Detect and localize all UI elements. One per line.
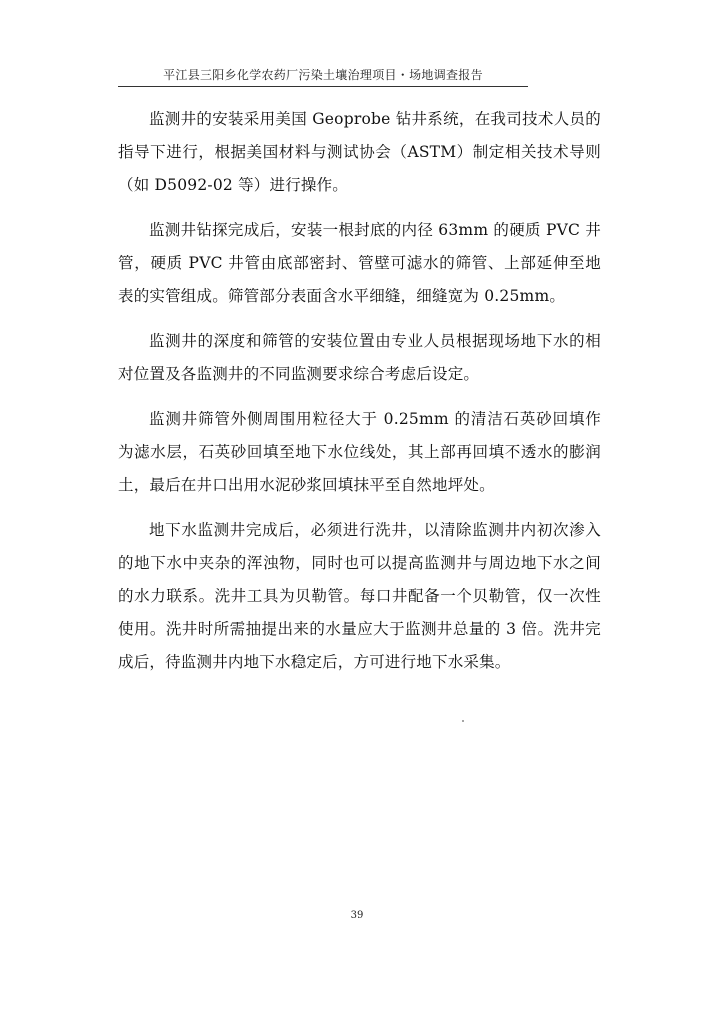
- page-number: 39: [350, 910, 364, 921]
- header-divider: [118, 86, 528, 87]
- body-text: [118, 103, 601, 691]
- paragraph-well-installation: 监测井的安装采用美国 Geoprobe 钻井系统，在我司技术人员的指导下进行，根据美国材料与测试协会（ASTM）制定相关技术导则（如 D5092-02 等）进行操作。: [118, 110, 601, 194]
- paragraph-well-casing: 监测井钻探完成后，安装一根封底的内径 63mm 的硬质 PVC 井管，硬质 PVC 井管由底部密封、管壁可滤水的筛管、上部延伸至地表的实管组成。筛管部分表面含水平细缝，细缝宽为 0.25mm。: [118, 221, 601, 305]
- scan-speck: [462, 720, 464, 722]
- running-header: 平江县三阳乡化学农药厂污染土壤治理项目・场地调查报告: [163, 68, 483, 82]
- paragraph-well-depth: 监测井的深度和筛管的安装位置由专业人员根据现场地下水的相对位置及各监测井的不同监测要求综合考虑后设定。: [118, 332, 601, 383]
- paragraph-backfill: 监测井筛管外侧周围用粒径大于 0.25mm 的清洁石英砂回填作为滤水层，石英砂回填至地下水位线处，其上部再回填不透水的膨润土，最后在井口出用水泥砂浆回填抹平至自然地坪处。: [118, 410, 601, 494]
- paragraph-well-washing: 地下水监测井完成后，必须进行洗井，以清除监测井内初次渗入的地下水中夹杂的浑浊物，同时也可以提高监测井与周边地下水之间的水力联系。洗井工具为贝勒管。每口井配备一个贝勒管，仅一次性使用。洗井时所需抽提出来的水量应大于监测井总量的 3 倍。洗井完成后，待监测井内地下水稳定后，方可进行地下水采集。: [118, 521, 601, 671]
